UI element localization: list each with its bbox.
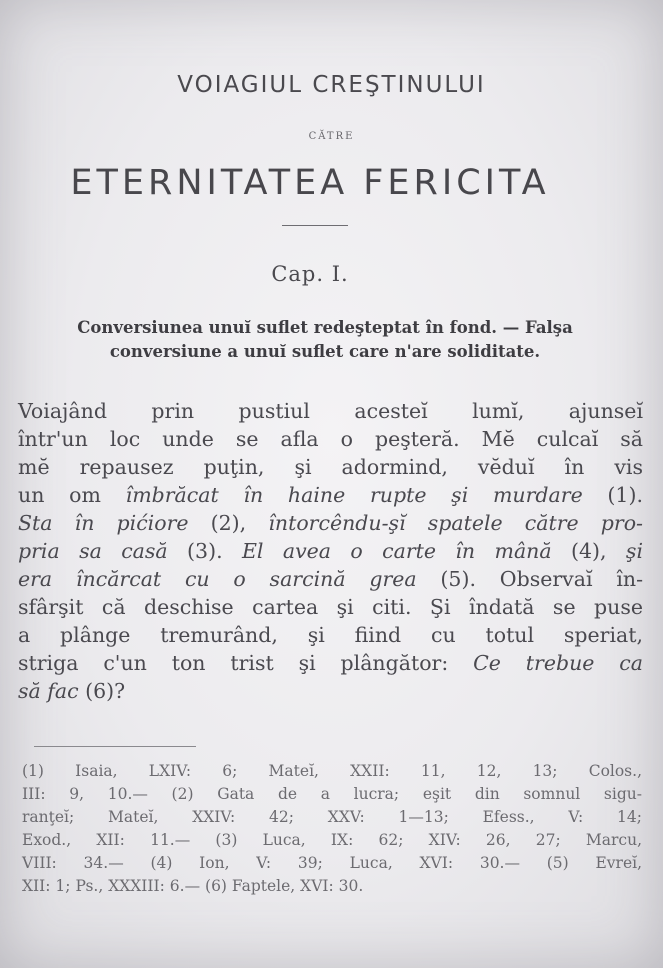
summary-line: conversiune a unuĭ suflet care n'are soliditate.: [109, 342, 541, 361]
body-line: [18, 482, 643, 508]
footnote-ref: (1).: [582, 483, 643, 507]
body-line: mĕ repausez puţin, şi adormind, vĕduĭ în vis: [18, 455, 643, 479]
footnote-ref: (3).: [167, 539, 242, 563]
body-line: [18, 650, 643, 676]
italic-run: pria sa casă: [18, 539, 168, 563]
text-run: striga c'un ton trist şi plângător:: [18, 651, 474, 675]
italic-run: era încărcat cu o sarcină grea: [18, 567, 417, 591]
footnote-line: III: 9, 10.— (2) Gata de a lucra; eşit din somnul sigu-: [22, 785, 642, 803]
footnote-ref: (6)?: [78, 679, 126, 703]
body-line: [18, 678, 643, 704]
series-title: VOIAGIUL CREŞTINULUI: [177, 72, 486, 98]
footnote-ref: (2),: [188, 511, 269, 535]
body-line: [18, 510, 643, 536]
body-line: [18, 538, 643, 564]
chapter-summary: [10, 316, 640, 364]
title-connector: CĂTRE: [308, 131, 355, 142]
title-divider: [282, 225, 348, 226]
footnote-divider: [34, 746, 196, 747]
body-line: într'un loc unde se afla o peşteră. Mĕ culcaĭ să: [18, 427, 643, 451]
text-run: un om: [18, 483, 126, 507]
body-line: sfârşit că deschise cartea şi citi. Şi îndată se puse: [18, 595, 643, 619]
footnote-line: Exod., XII: 11.— (3) Luca, IX: 62; XIV: 26, 27; Marcu,: [22, 831, 642, 849]
italic-run: Sta în pićiore: [18, 511, 189, 535]
body-line: Voiajând prin pustiul acesteĭ lumĭ, ajunseĭ: [18, 399, 643, 423]
italic-run: întorcêndu-şĭ spatele către pro-: [268, 511, 643, 535]
summary-line: Conversiunea unuĭ suflet redeşteptat în fond. — Falşa: [77, 318, 573, 337]
chapter-heading: Cap. I.: [271, 262, 349, 286]
italic-run: să fac: [18, 679, 79, 703]
footnote-line: XII: 1; Ps., XXXIII: 6.— (6) Faptele, XVI: 30.: [22, 877, 364, 895]
main-title: ETERNITATEA FERICITA: [70, 163, 550, 203]
body-line: a plânge tremurând, şi fiind cu totul speriat,: [18, 623, 643, 647]
italic-run: El avea o carte în mână: [241, 539, 552, 563]
italic-run: îmbrăcat în haine rupte şi murdare: [125, 483, 583, 507]
footnote-line: ranţeĭ; Mateĭ, XXIV: 42; XXV: 1—13; Efess., V: 14;: [22, 808, 642, 826]
text-run: (5). Observaĭ în-: [416, 567, 644, 591]
italic-run: Ce trebue ca: [473, 651, 644, 675]
italic-run: şi: [625, 539, 643, 563]
footnote-line: VIII: 34.— (4) Ion, V: 39; Luca, XVI: 30.— (5) Evreĭ,: [22, 854, 642, 872]
footnote-line: (1) Isaia, LXIV: 6; Mateĭ, XXII: 11, 12, 13; Colos.,: [22, 762, 642, 780]
body-line: [18, 566, 643, 592]
footnote-ref: (4),: [551, 539, 626, 563]
